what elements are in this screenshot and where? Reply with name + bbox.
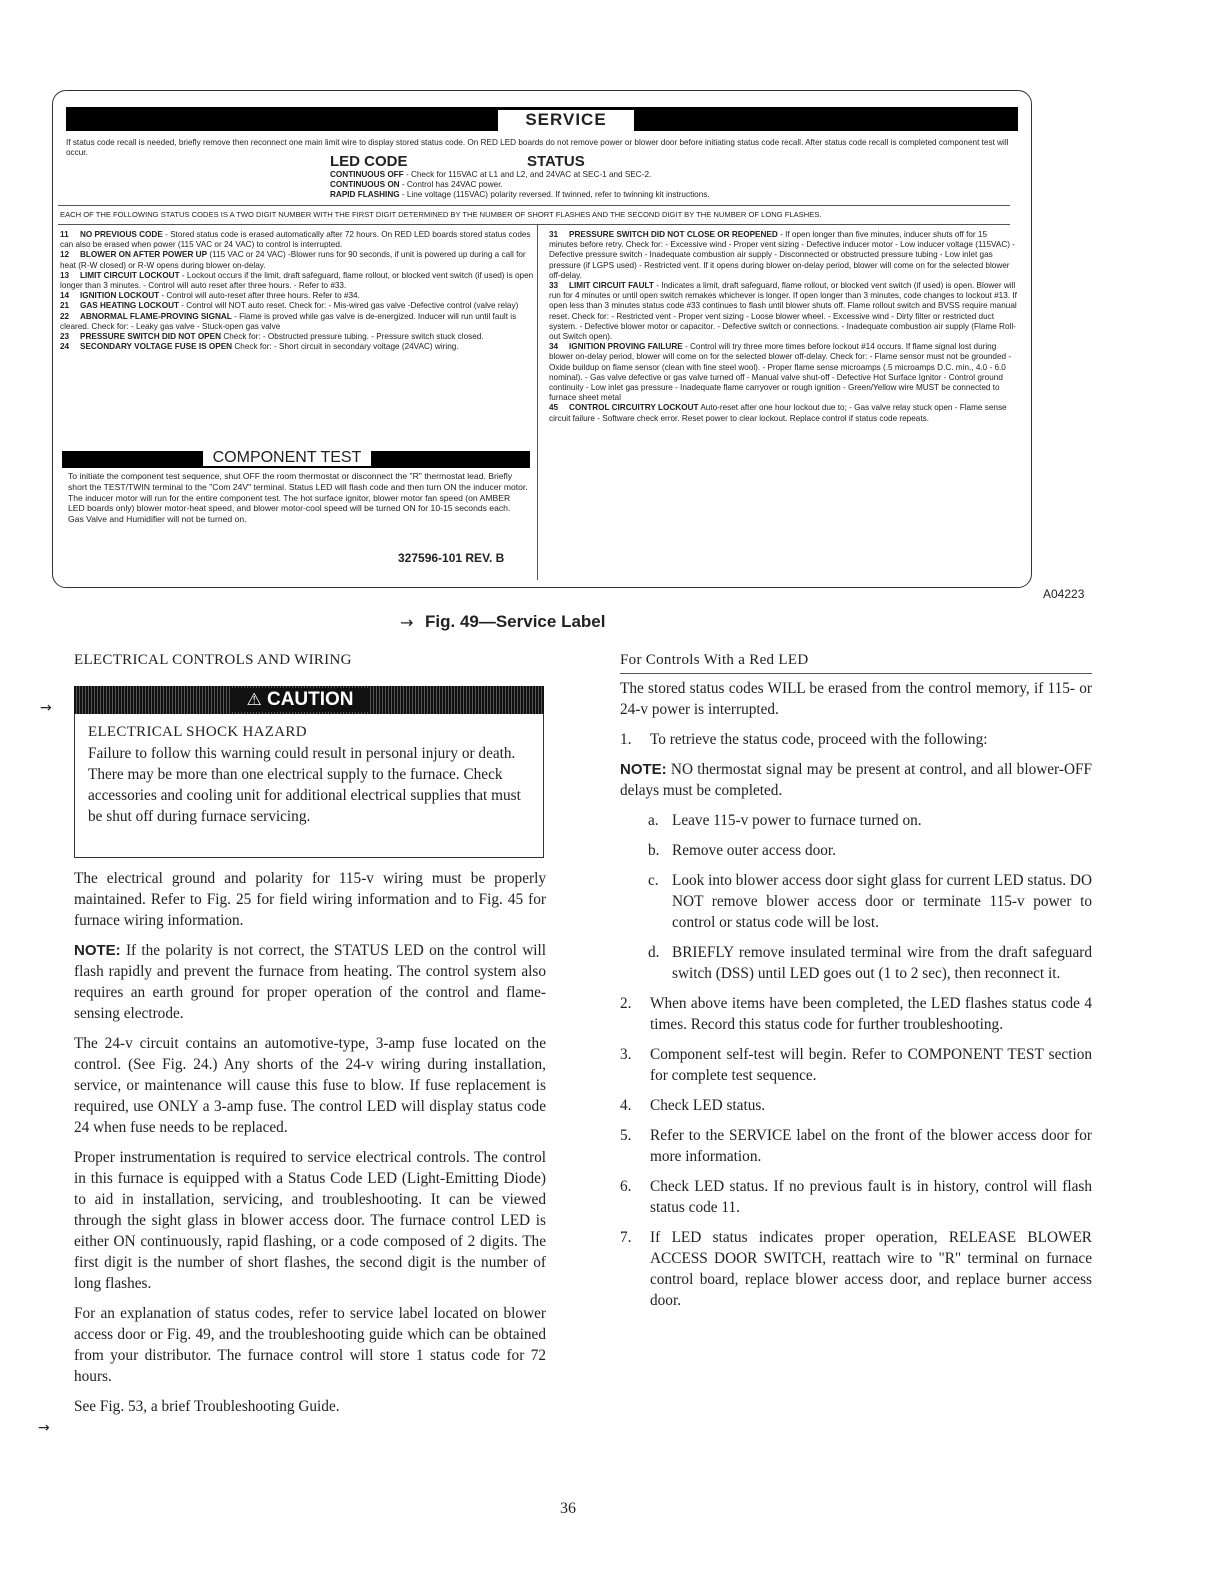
sub-steps	[620, 810, 1092, 984]
page-number: 36	[560, 1500, 576, 1517]
status-code-item: 22 ABNORMAL FLAME-PROVING SIGNAL - Flame is proved while gas valve is de-energized. Inducer will run until fault is cleared. Check for: - Leaky gas valve - Stuck-open gas valve	[60, 311, 517, 331]
status-codes-right	[549, 230, 1017, 424]
step-item: 3. Component self-test will begin. Refer to COMPONENT TEST section for complete test sequence.	[620, 1046, 1092, 1084]
paragraph: For an explanation of status codes, refer to service label located on blower access door or Fig. 49, and the troubleshooting guide which can be obtained from your distributor. The furnace control will store 1 status code for 72 hours.	[74, 1305, 546, 1385]
note-paragraph: NOTE: If the polarity is not correct, the STATUS LED on the control will flash rapidly and prevent the furnace from heating. The control system also requires an earth ground for proper operation of the control and flame-sensing electrode.	[74, 942, 546, 1022]
service-title: SERVICE	[498, 110, 634, 132]
paragraph: The stored status codes WILL be erased from the control memory, if 115- or 24-v power is interrupted.	[620, 680, 1092, 718]
status-code-item: 33 LIMIT CIRCUIT FAULT - Indicates a limit, draft safeguard, flame rollout, or blocked vent switch (if used) is open. Blower will run for 4 minutes or until open switch remakes whichever is longer. If open longer than 3 minutes, code changes to lockout #13. If open less than 3 minutes status code #33 continues to flash until blower shuts off. Flame rollout switch and BVSS require manual reset. Check for: - Restricted vent - Proper vent sizing - Loose blower wheel. - Excessive wind - Dirty filter or restricted duct system. - Defective blower motor or capacitor. - Defective switch or connections. - Inadequate combustion air supply (Flame Roll-out Switch open).	[549, 281, 1017, 342]
led-code-header: LED CODE	[330, 153, 408, 170]
sub-step-item: b. Remove outer access door.	[648, 842, 836, 859]
step-item: 2. When above items have been completed, the LED flashes status code 4 times. Record this status code for further troubleshooting.	[620, 995, 1092, 1033]
status-header: STATUS	[527, 153, 585, 170]
warning-icon: ⚠	[246, 690, 262, 710]
paragraph: Proper instrumentation is required to service electrical controls. The control in this furnace is equipped with a Status Code LED (Light-Emitting Diode) to aid in installation, servicing, and troubleshooting. It can be viewed through the sight glass in blower access door. The furnace control LED is either ON continuously, rapid flashing, or a code composed of 2 digits. The first digit is the number of short flashes, the second digit is the number of long flashes.	[74, 1149, 546, 1292]
status-code-item: 24 SECONDARY VOLTAGE FUSE IS OPEN Check for: - Short circuit in secondary voltage (24VAC) wiring.	[60, 342, 459, 352]
status-code-item: 14 IGNITION LOCKOUT - Control will auto-reset after three hours. Refer to #34.	[60, 291, 360, 301]
step-item: 5. Refer to the SERVICE label on the front of the blower access door for more information.	[620, 1127, 1092, 1165]
step-item: 1. To retrieve the status code, proceed with the following:	[620, 731, 988, 748]
hazard-text: There may be more than one electrical supply to the furnace. Check accessories and cooling unit for additional electrical supplies that must be shut off during furnace servicing.	[88, 766, 521, 825]
component-test-title: COMPONENT TEST	[203, 450, 371, 466]
figure-id: A04223	[1043, 587, 1085, 601]
revision-arrow-icon: →	[400, 613, 414, 632]
paragraph: The 24-v circuit contains an automotive-type, 3-amp fuse located on the control. (See Fig. 24.) Any shorts of the 24-v wiring during installation, service, or maintenance will cause this fuse to blow. If fuse replacement is required, use ONLY a 3-amp fuse. The control LED will display status code 24 when fuse needs to be replaced.	[74, 1035, 546, 1136]
hazard-title: ELECTRICAL SHOCK HAZARD	[88, 724, 307, 740]
step-item: 7. If LED status indicates proper operation, RELEASE BLOWER ACCESS DOOR SWITCH, reattach wire to "R" terminal on furnace control board, replace blower access door, and replace burner access door.	[620, 1229, 1092, 1309]
left-column	[74, 650, 546, 685]
revision-arrow-icon: →	[38, 1420, 50, 1436]
hazard-text: Failure to follow this warning could result in personal injury or death.	[88, 745, 516, 762]
caution-body	[88, 722, 532, 827]
procedure-steps	[620, 729, 1092, 750]
revision-arrow-icon: →	[40, 700, 52, 716]
status-code-item: 21 GAS HEATING LOCKOUT - Control will NOT auto reset. Check for: - Mis-wired gas valve -Defective control (valve relay)	[60, 301, 519, 311]
status-codes-left	[60, 230, 540, 352]
procedure-steps	[620, 993, 1092, 1311]
divider	[58, 224, 1010, 225]
status-code-item: 45 CONTROL CIRCUITRY LOCKOUT Auto-reset after one hour lockout due to; - Gas valve relay stuck open - Flame sense circuit failure - Software check error. Reset power to clear lockout. Replace control if status code repeats.	[549, 403, 1007, 423]
part-number: 327596-101 REV. B	[398, 551, 505, 565]
led-row: RAPID FLASHING - Line voltage (115VAC) polarity reversed. If twinned, refer to twinning kit instructions.	[330, 190, 710, 200]
section-heading: ELECTRICAL CONTROLS AND WIRING	[74, 652, 352, 668]
sub-step-item: d. BRIEFLY remove insulated terminal wire from the draft safeguard switch (DSS) until LED goes out (1 to 2 sec), then reconnect it.	[648, 944, 1092, 982]
note-paragraph: NOTE: NO thermostat signal may be present at control, and all blower-OFF delays must be completed.	[620, 761, 1092, 799]
section-heading: For Controls With a Red LED	[620, 650, 1092, 674]
caution-word: CAUTION	[266, 689, 354, 710]
status-code-item: 12 BLOWER ON AFTER POWER UP (115 VAC or 24 VAC) -Blower runs for 90 seconds, if unit is powered up during a call for heat (R-W closed) or R-W opens during blower on-delay.	[60, 250, 526, 270]
status-code-item: 13 LIMIT CIRCUIT LOCKOUT - Lockout occurs if the limit, draft safeguard, flame rollout, or blocked vent switch (if used) is open longer than 3 minutes. - Control will auto reset after three hours. - Refer to #33.	[60, 270, 534, 291]
figure-caption: Fig. 49—Service Label	[425, 612, 606, 631]
status-code-item: 34 IGNITION PROVING FAILURE - Control will try three more times before lockout #14 occurs. If flame signal lost during blower on-delay period, blower will come on for the selected blower off-delay. Check for: - Flame sensor must not be grounded - Oxide buildup on flame sensor (clean with fine steel wool). - Proper flame sense microamps (.5 microamps D.C. min., 4.0 - 6.0 nominal). - Gas valve defective or gas valve turned off - Manual valve shut-off - Defective Hot Surface Ignitor - Control ground continuity - Low inlet gas pressure - Inadequate flame carryover or rough ignition - Green/Yellow wire MUST be connected to furnace sheet metal	[549, 342, 1012, 403]
status-code-item: 23 PRESSURE SWITCH DID NOT OPEN Check for: - Obstructed pressure tubing. - Pressure switch stuck closed.	[60, 332, 484, 342]
left-body-text	[74, 868, 546, 1426]
component-test-text: To initiate the component test sequence, shut OFF the room thermostat or disconnect the "R" thermostat lead. Briefly short the TEST/TWIN terminal to the "Com 24V" terminal. Status LED will flash code and then turn ON the inducer motor. The inducer motor will run for the entire component test. The hot surface ignitor, blower motor fan speed (on AMBER LED boards only) blower motor-heat speed, and blower motor-cool speed will be turned ON for 10-15 seconds each. Gas Valve and Humidifier will not be turned on.	[68, 471, 528, 525]
paragraph: See Fig. 53, a brief Troubleshooting Guide.	[74, 1398, 340, 1415]
status-code-item: 31 PRESSURE SWITCH DID NOT CLOSE OR REOPENED - If open longer than five minutes, inducer shuts off for 15 minutes before retry. Check for: - Excessive wind - Proper vent sizing - Defective inducer motor - Low inducer voltage (115VAC) - Defective pressure switch - Inadequate combustion air supply - Disconnected or obstructed pressure tubing - Low inlet gas pressure (if LGPS used) - Restricted vent. If it opens during blower on-delay period, blower will come on for the selected blower off-delay.	[549, 230, 1015, 280]
service-intro: If status code recall is needed, briefly remove then reconnect one main limit wire to display stored status code. On RED LED boards do not remove power or blower door before initiating status code recall. After status code recall is completed component test will occur.	[66, 138, 1009, 158]
led-row: CONTINUOUS ON - Control has 24VAC power.	[330, 180, 503, 190]
right-column	[620, 650, 1092, 1320]
step-item: 6. Check LED status. If no previous fault is in history, control will flash status code 11.	[620, 1178, 1092, 1216]
sub-step-item: a. Leave 115-v power to furnace turned on.	[648, 812, 922, 829]
paragraph: The electrical ground and polarity for 115-v wiring must be properly maintained. Refer to Fig. 25 for field wiring information and to Fig. 45 for furnace wiring information.	[74, 870, 546, 929]
sub-step-item: c. Look into blower access door sight glass for current LED status. DO NOT remove blower access door or terminate 115-v power to control or status code will be lost.	[648, 872, 1092, 931]
status-code-item: 11 NO PREVIOUS CODE - Stored status code is erased automatically after 72 hours. On RED LED boards stored status codes can also be erased when power (115 VAC or 24 VAC) to control is interrupted.	[60, 230, 531, 250]
step-item: 4. Check LED status.	[620, 1097, 766, 1114]
caution-header	[230, 688, 370, 712]
divider	[58, 205, 1010, 206]
led-code-table	[330, 170, 1010, 201]
led-row: CONTINUOUS OFF - Check for 115VAC at L1 and L2, and 24VAC at SEC-1 and SEC-2.	[330, 170, 652, 179]
status-code-explanation: EACH OF THE FOLLOWING STATUS CODES IS A TWO DIGIT NUMBER WITH THE FIRST DIGIT DETERMINED BY THE NUMBER OF SHORT FLASHES AND THE SECOND DIGIT BY THE NUMBER OF LONG FLASHES.	[60, 210, 822, 219]
